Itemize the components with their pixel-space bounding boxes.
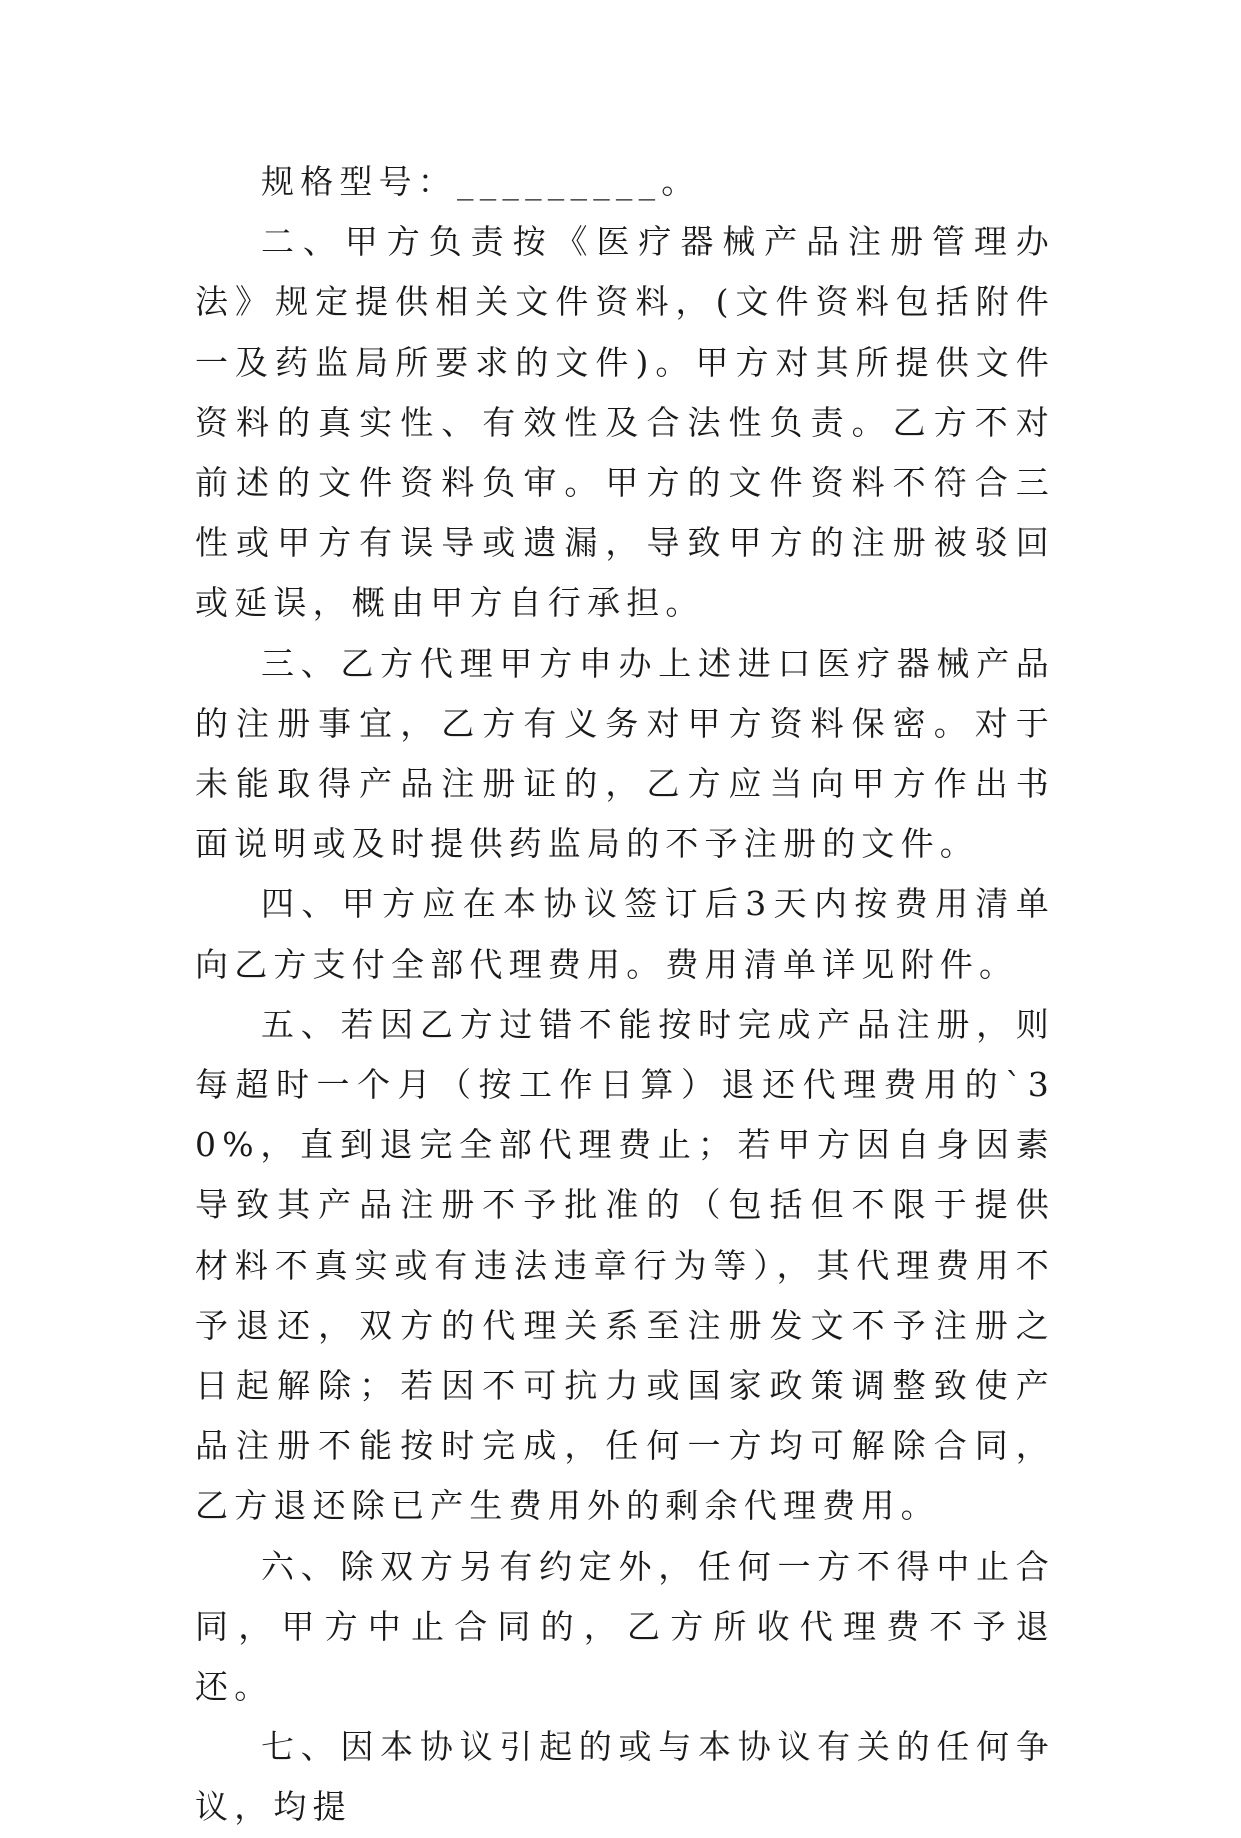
document-page (195, 152, 1055, 1838)
paragraph-clause-5: 五、若因乙方过错不能按时完成产品注册，则每超时一个月（按工作日算）退还代理费用的`30%，直到退完全部代理费止；若甲方因自身因素导致其产品注册不予批准的（包括但不限于提供材料不真实或有违法违章行为等），其代理费用不予退还，双方的代理关系至注册发文不予注册之日起解除；若因不可抗力或国家政策调整致使产品注册不能按时完成，任何一方均可解除合同，乙方退还除已产生费用外的剩余代理费用。 (195, 1004, 1055, 1526)
paragraph-clause-6: 六、除双方另有约定外，任何一方不得中止合同，甲方中止合同的，乙方所收代理费不予退还。 (195, 1546, 1055, 1707)
paragraph-clause-7: 七、因本协议引起的或与本协议有关的任何争议，均提 (195, 1727, 1055, 1827)
paragraph-clause-4: 四、甲方应在本协议签订后3天内按费用清单向乙方支付全部代理费用。费用清单详见附件。 (195, 884, 1055, 984)
paragraph-clause-2: 二、甲方负责按《医疗器械产品注册管理办法》规定提供相关文件资料，(文件资料包括附件一及药监局所要求的文件)。甲方对其所提供文件资料的真实性、有效性及合法性负责。乙方不对前述的文件资料负审。甲方的文件资料不符合三性或甲方有误导或遗漏，导致甲方的注册被驳回或延误，概由甲方自行承担。 (195, 222, 1055, 623)
paragraph-clause-3: 三、乙方代理甲方申办上述进口医疗器械产品的注册事宜，乙方有义务对甲方资料保密。对于未能取得产品注册证的，乙方应当向甲方作出书面说明或及时提供药监局的不予注册的文件。 (195, 643, 1055, 864)
paragraph-model-spec: 规格型号：_________。 (261, 162, 701, 201)
